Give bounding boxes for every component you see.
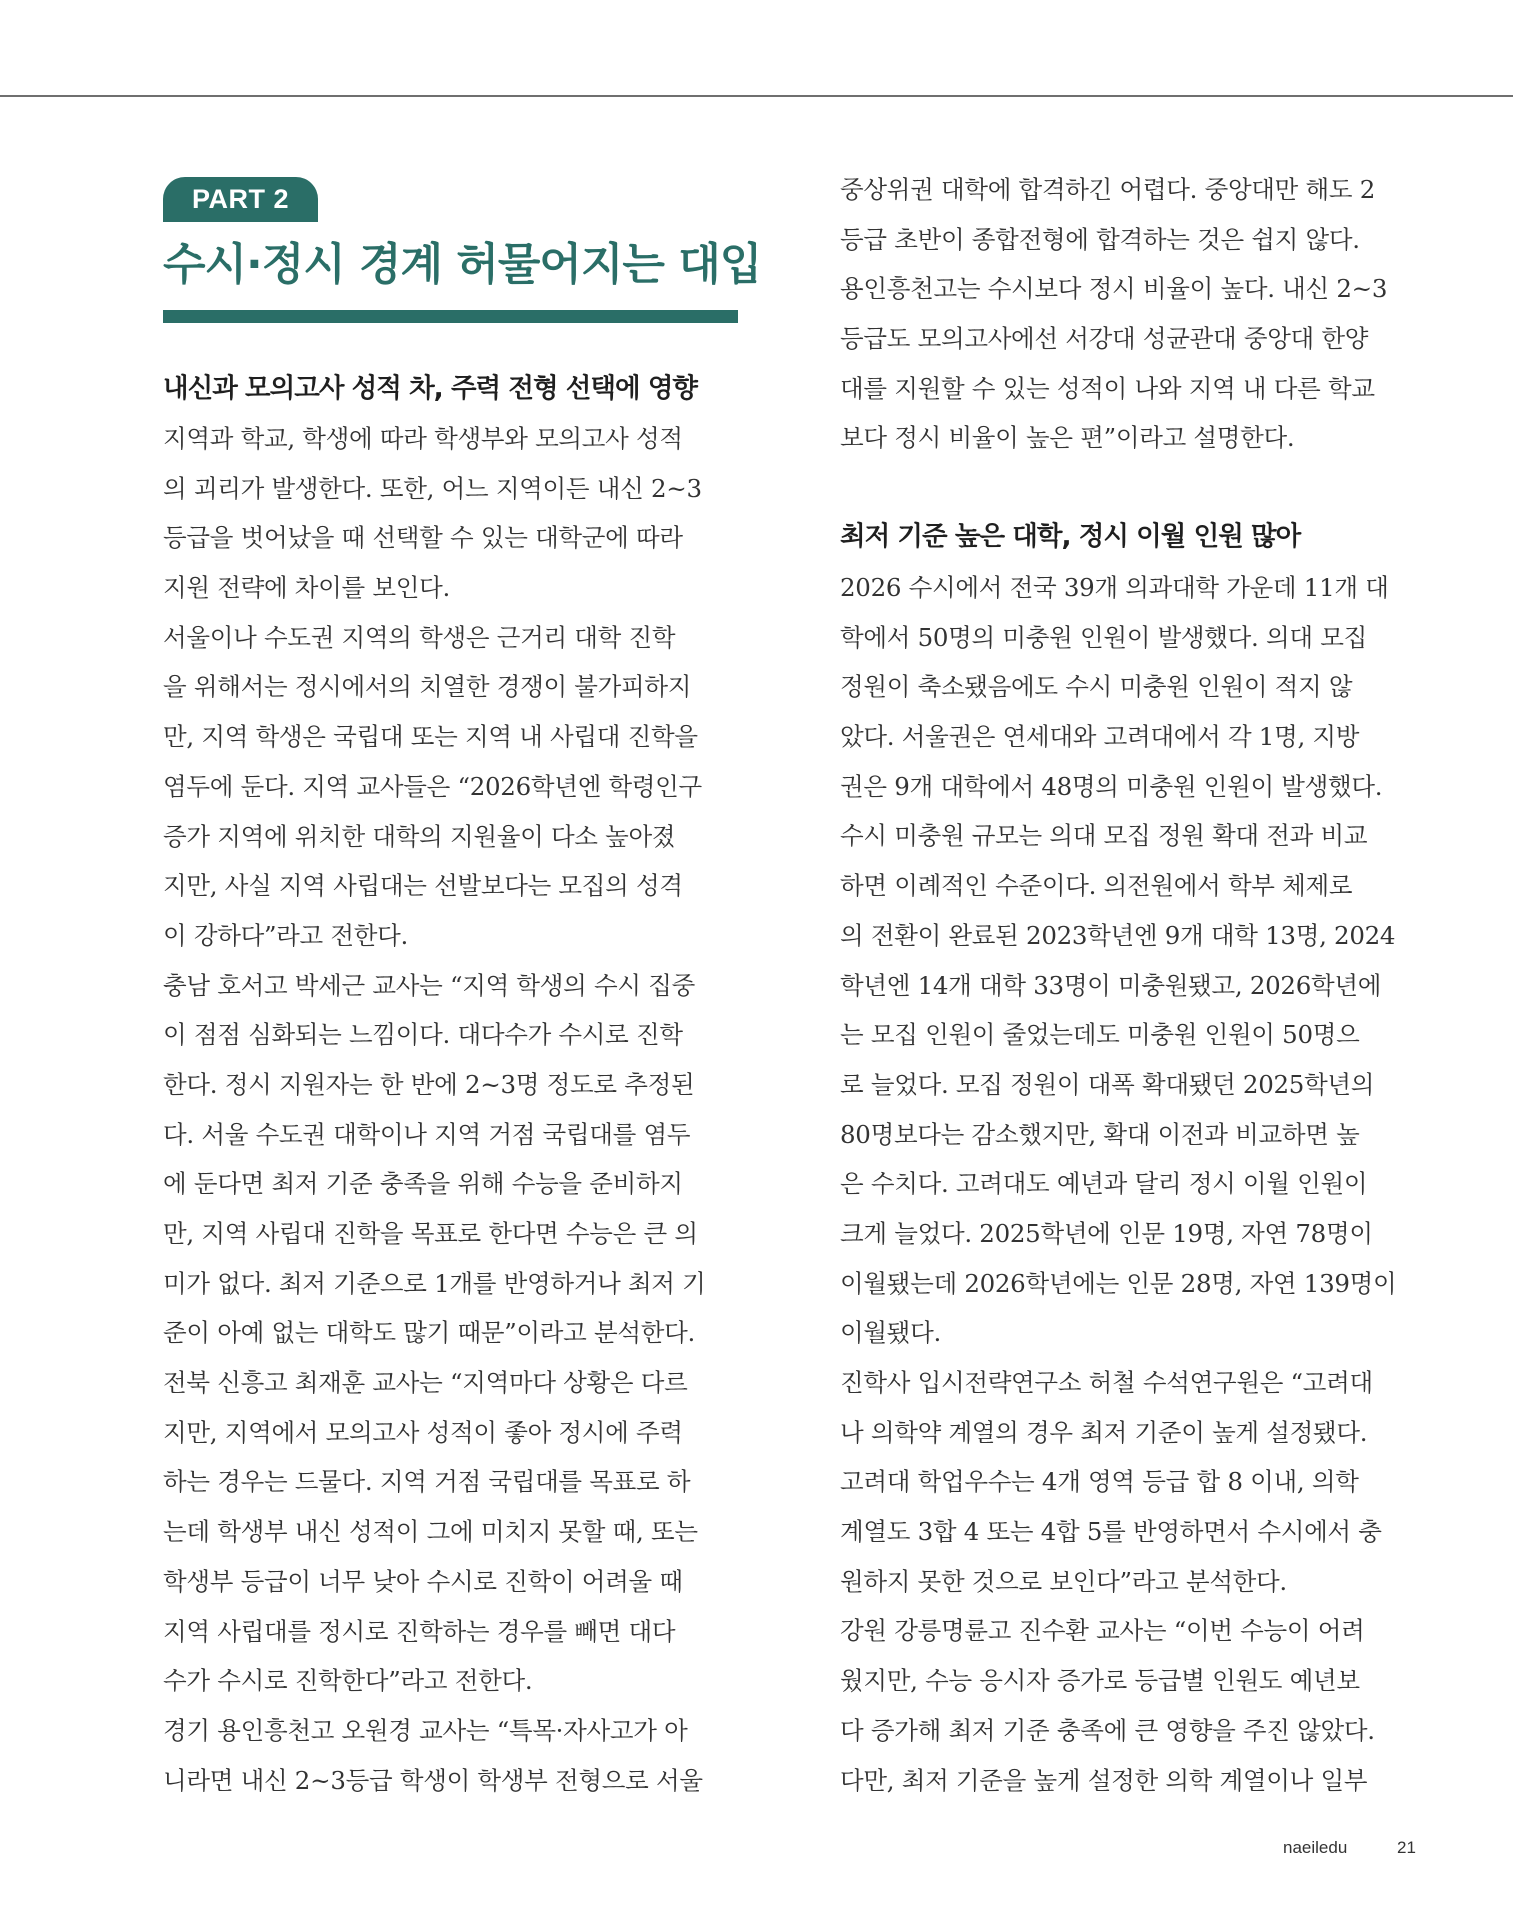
text-line: 만, 지역 사립대 진학을 목표로 한다면 수능은 큰 의 [163,1219,698,1248]
text-line: 강원 강릉명륜고 진수환 교사는 “이번 수능이 어려 [840,1616,1365,1646]
text-line: 전북 신흥고 최재훈 교사는 “지역마다 상황은 다르 [163,1368,688,1398]
text-line: 만, 지역 학생은 국립대 또는 지역 내 사립대 진학을 [163,722,698,752]
text-line: 의 괴리가 발생한다. 또한, 어느 지역이든 내신 2~3 [163,473,702,503]
left-section-heading: 내신과 모의고사 성적 차, 주력 전형 선택에 영향 [163,373,698,404]
text-line: 은 수치다. 고려대도 예년과 달리 정시 이월 인원이 [840,1169,1368,1199]
text-line: 지원 전략에 차이를 보인다. [163,573,450,603]
text-line: 다 증가해 최저 기준 충족에 큰 영향을 주진 않았다. [840,1715,1375,1745]
text-line: 등급 초반이 종합전형에 합격하는 것은 쉽지 않다. [840,224,1360,254]
text-line: 로 늘었다. 모집 정원이 대폭 확대됐던 2025학년의 [840,1069,1375,1099]
page-number: 21 [1397,1838,1416,1857]
text-line: 이 강하다”라고 전한다. [163,920,408,950]
text-line: 학년엔 14개 대학 33명이 미충원됐고, 2026학년에 [840,970,1382,1000]
text-line: 정원이 축소됐음에도 수시 미충원 인원이 적지 않 [840,672,1353,702]
text-line: 진학사 입시전략연구소 허철 수석연구원은 “고려대 [840,1368,1373,1397]
text-line: 2026 수시에서 전국 39개 의과대학 가운데 11개 대 [840,573,1389,602]
text-line: 보다 정시 비율이 높은 편”이라고 설명한다. [840,423,1295,453]
text-line: 경기 용인흥천고 오원경 교사는 “특목·자사고가 아 [163,1715,688,1745]
text-line: 수시 미충원 규모는 의대 모집 정원 확대 전과 비교 [840,821,1368,851]
text-line: 는 모집 인원이 줄었는데도 미충원 인원이 50명으 [840,1020,1360,1050]
text-line: 한다. 정시 지원자는 한 반에 2~3명 정도로 추정된 [163,1069,695,1099]
page-title: 수시·정시 경계 허물어지는 대입 [163,239,762,290]
text-line: 지역과 학교, 학생에 따라 학생부와 모의고사 성적 [163,424,683,453]
text-line: 염두에 둔다. 지역 교사들은 “2026학년엔 학령인구 [163,771,702,801]
text-line: 을 위해서는 정시에서의 치열한 경쟁이 불가피하지 [163,672,692,702]
text-line: 다만, 최저 기준을 높게 설정한 의학 계열이나 일부 [840,1765,1368,1795]
text-line: 대를 지원할 수 있는 성적이 나와 지역 내 다른 학교 [840,373,1375,403]
text-line: 중상위권 대학에 합격하긴 어렵다. 중앙대만 해도 2 [840,175,1376,204]
publication-name: naeiledu [1283,1838,1348,1857]
text-line: 이월됐다. [840,1318,941,1348]
text-line: 다. 서울 수도권 대학이나 지역 거점 국립대를 염두 [163,1119,691,1149]
text-line: 이 점점 심화되는 느낌이다. 대다수가 수시로 진학 [163,1020,683,1050]
text-line: 에 둔다면 최저 기준 충족을 위해 수능을 준비하지 [163,1169,683,1199]
text-line: 충남 호서고 박세근 교사는 “지역 학생의 수시 집중 [163,970,695,1000]
title-underline [163,310,738,323]
text-line: 고려대 학업우수는 4개 영역 등급 합 8 이내, 의학 [840,1467,1359,1497]
text-line: 등급도 모의고사에선 서강대 성균관대 중앙대 한양 [840,324,1369,354]
text-line: 나 의학약 계열의 경우 최저 기준이 높게 설정됐다. [840,1417,1368,1447]
text-line: 서울이나 수도권 지역의 학생은 근거리 대학 진학 [163,622,676,652]
text-line: 용인흥천고는 수시보다 정시 비율이 높다. 내신 2~3 [840,274,1388,304]
top-rule [0,95,1513,97]
right-section-heading: 최저 기준 높은 대학, 정시 이월 인원 많아 [840,521,1301,552]
right-body-text [840,563,1420,1805]
text-line: 지만, 사실 지역 사립대는 선발보다는 모집의 성격 [163,871,683,901]
text-line: 았다. 서울권은 연세대와 고려대에서 각 1명, 지방 [840,722,1360,752]
text-line: 웠지만, 수능 응시자 증가로 등급별 인원도 예년보 [840,1666,1360,1696]
text-line: 하면 이례적인 수준이다. 의전원에서 학부 체제로 [840,871,1353,901]
text-line: 학에서 50명의 미충원 인원이 발생했다. 의대 모집 [840,622,1367,652]
text-line: 계열도 3합 4 또는 4합 5를 반영하면서 수시에서 충 [840,1517,1382,1547]
part-badge: PART 2 [163,177,318,222]
text-line: 미가 없다. 최저 기준으로 1개를 반영하거나 최저 기 [163,1268,706,1298]
text-line: 의 전환이 완료된 2023학년엔 9개 대학 13명, 2024 [840,920,1396,950]
text-line: 수가 수시로 진학한다”라고 전한다. [163,1666,533,1696]
text-line: 증가 지역에 위치한 대학의 지원율이 다소 높아졌 [163,821,676,851]
text-line: 준이 아예 없는 대학도 많기 때문”이라고 분석한다. [163,1318,695,1348]
text-line: 크게 늘었다. 2025학년에 인문 19명, 자연 78명이 [840,1218,1373,1248]
text-line: 이월됐는데 2026학년에는 인문 28명, 자연 139명이 [840,1268,1397,1298]
text-line: 등급을 벗어났을 때 선택할 수 있는 대학군에 따라 [163,523,683,553]
text-line: 지역 사립대를 정시로 진학하는 경우를 빼면 대다 [163,1616,676,1646]
text-line: 니라면 내신 2~3등급 학생이 학생부 전형으로 서울 [163,1765,703,1795]
text-line: 학생부 등급이 너무 낮아 수시로 진학이 어려울 때 [163,1566,683,1596]
text-line: 지만, 지역에서 모의고사 성적이 좋아 정시에 주력 [163,1417,683,1447]
text-line: 원하지 못한 것으로 보인다”라고 분석한다. [840,1566,1287,1596]
text-line: 하는 경우는 드물다. 지역 거점 국립대를 목표로 하 [163,1467,691,1497]
text-line: 권은 9개 대학에서 48명의 미충원 인원이 발생했다. [840,771,1383,801]
text-line: 는데 학생부 내신 성적이 그에 미치지 못할 때, 또는 [163,1517,698,1547]
text-line: 80명보다는 감소했지만, 확대 이전과 비교하면 높 [840,1119,1360,1149]
right-top-body-text [840,165,1420,463]
left-body-text [163,414,743,1805]
